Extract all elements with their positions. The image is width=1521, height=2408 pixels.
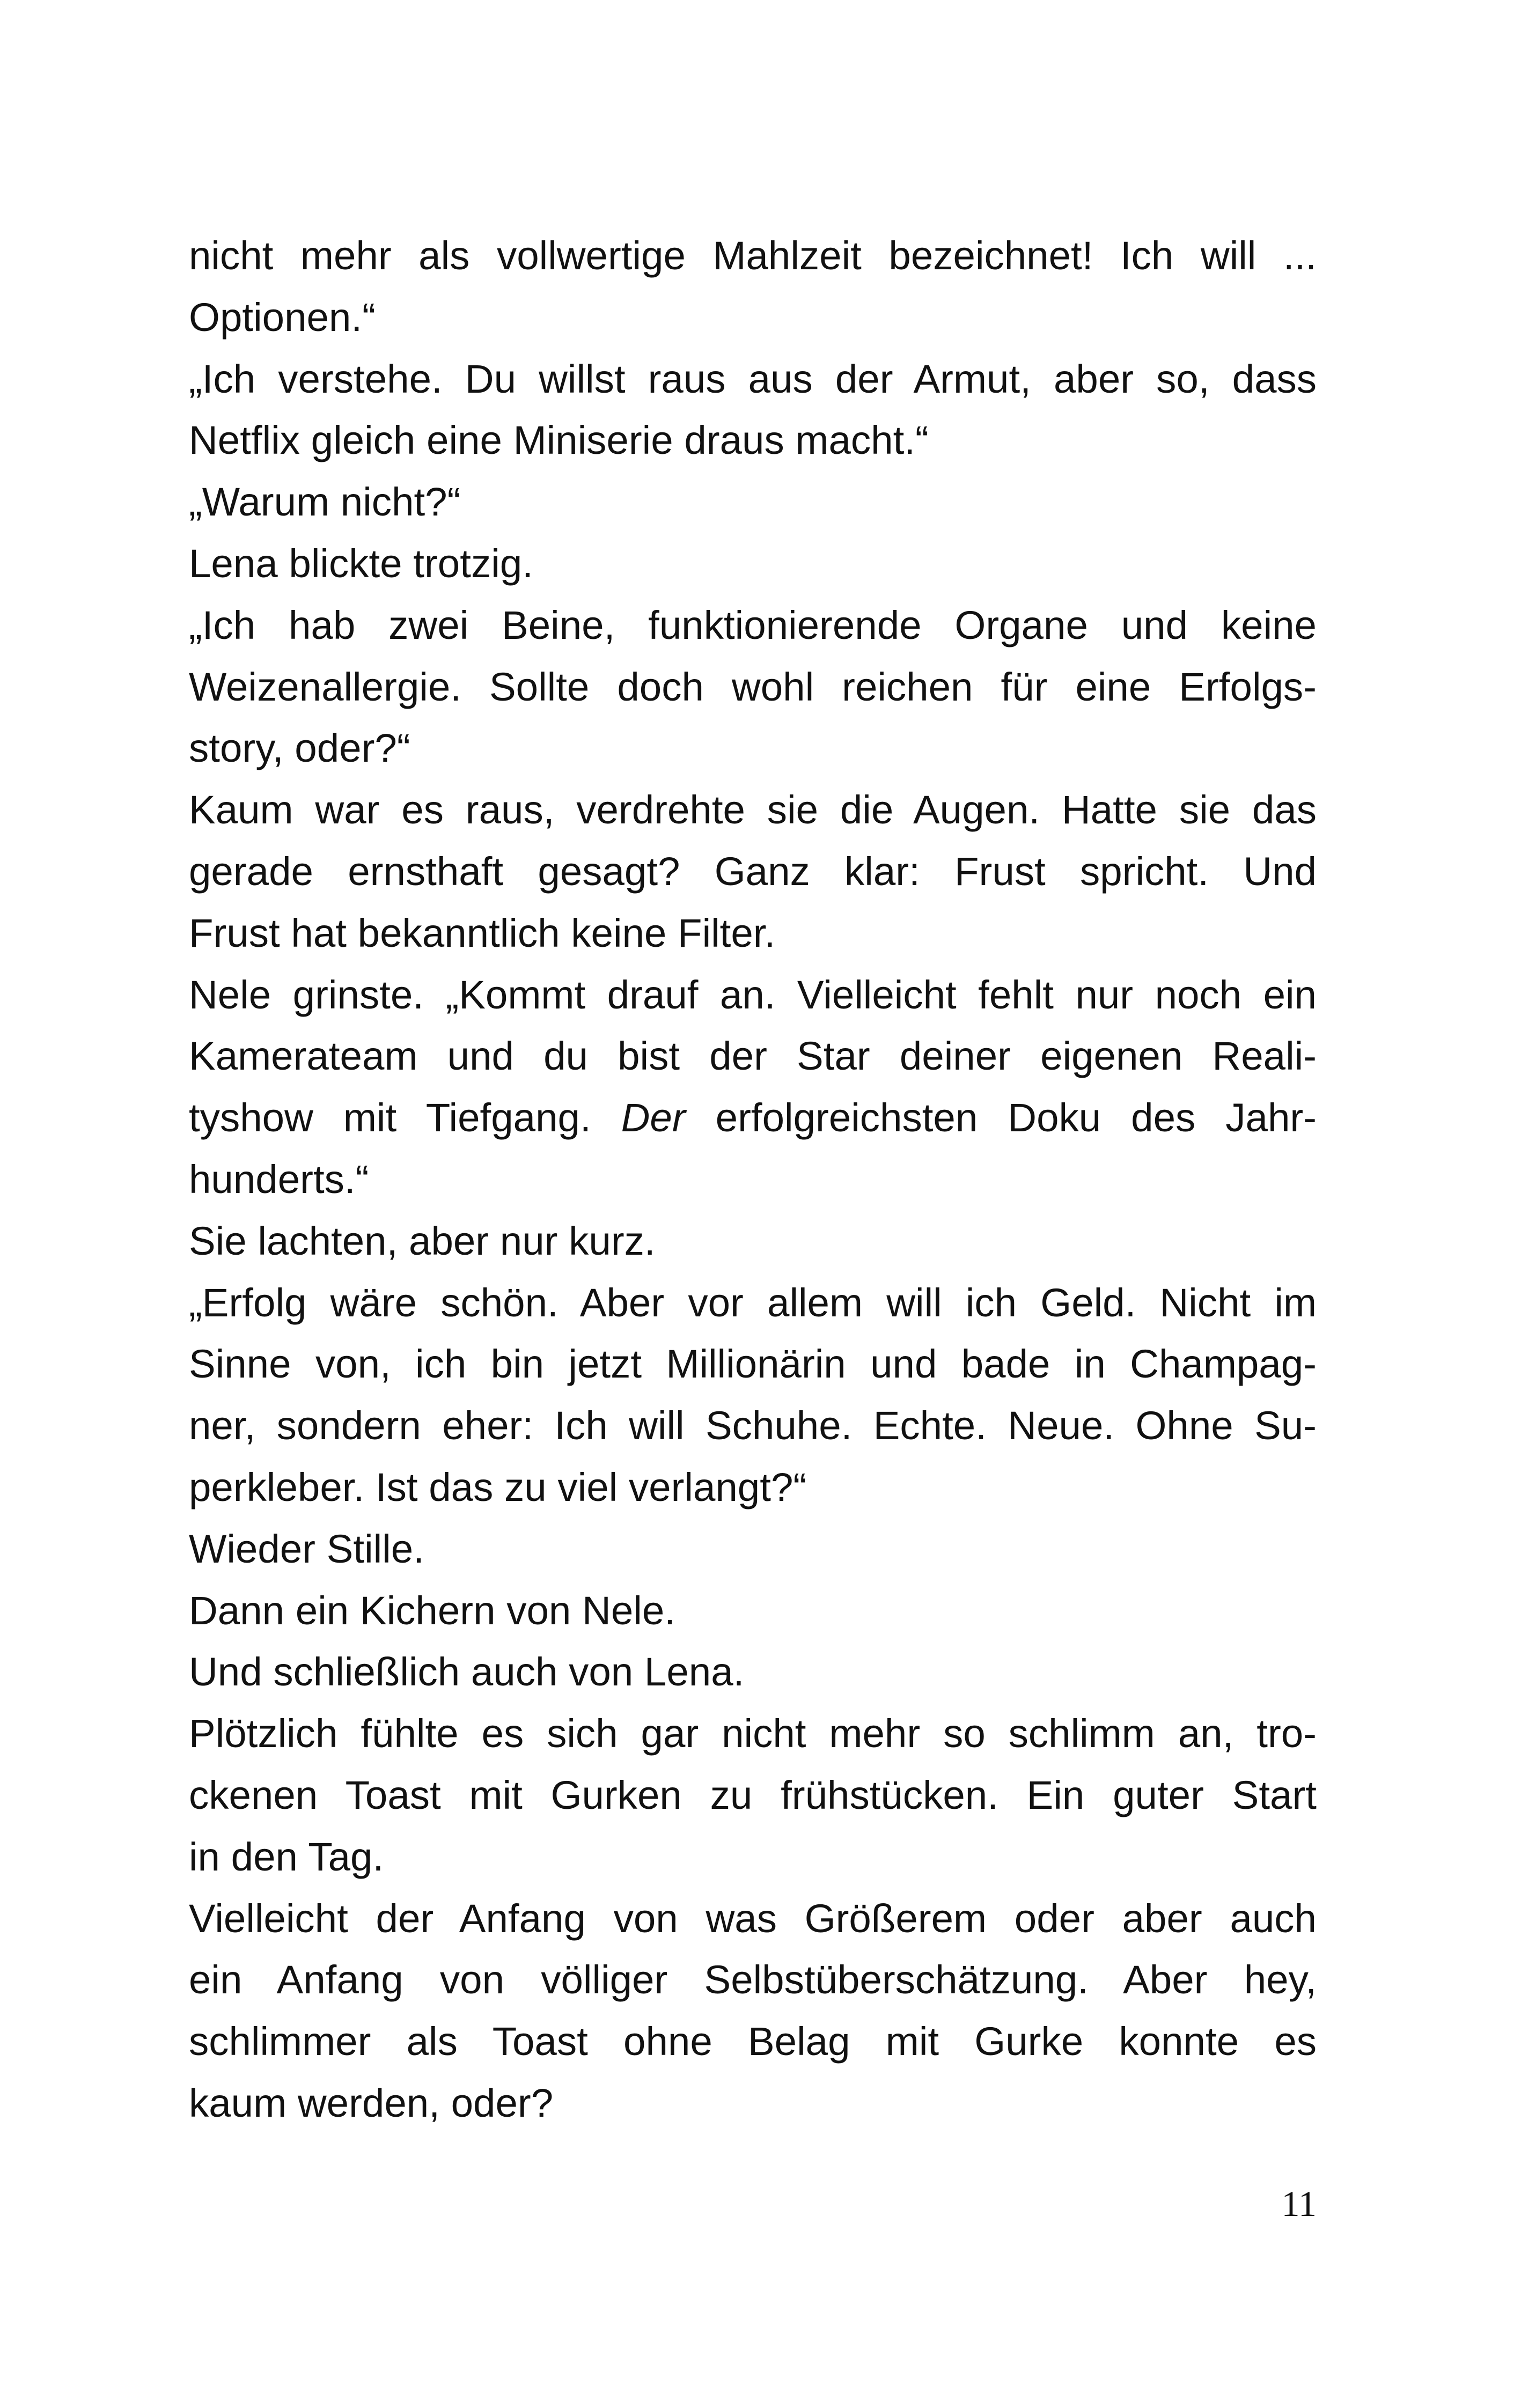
text-line: „Ich hab zwei Beine, funktionierende Organe und keine bbox=[189, 602, 1317, 647]
emphasized-word: Der bbox=[621, 1095, 686, 1140]
text-line: schlimmer als Toast ohne Belag mit Gurke konnte es bbox=[189, 2019, 1317, 2064]
text-line: kaum werden, oder? bbox=[189, 2080, 554, 2125]
text-line: Nele grinste. „Kommt drauf an. Vielleicht fehlt nur noch ein bbox=[189, 972, 1317, 1017]
text-line: Sinne von, ich bin jetzt Millionärin und bade in Champag- bbox=[189, 1342, 1317, 1387]
text-line: Frust hat bekanntlich keine Filter. bbox=[189, 910, 776, 955]
text-line: ein Anfang von völliger Selbstüberschätzung. Aber hey, bbox=[189, 1957, 1317, 2002]
text-line: „Warum nicht?“ bbox=[189, 480, 461, 525]
text-line: Wieder Stille. bbox=[189, 1526, 424, 1571]
body-text bbox=[189, 225, 1317, 2134]
text-line: Plötzlich fühlte es sich gar nicht mehr so schlimm an, tro- bbox=[189, 1711, 1317, 1756]
text-line: gerade ernsthaft gesagt? Ganz klar: Frust spricht. Und bbox=[189, 849, 1317, 894]
text-line: „Erfolg wäre schön. Aber vor allem will ich Geld. Nicht im bbox=[189, 1280, 1317, 1325]
text-line bbox=[189, 1087, 1317, 1149]
text-line: Und schließlich auch von Lena. bbox=[189, 1649, 745, 1695]
page-number: 11 bbox=[1281, 2183, 1317, 2224]
text-line: in den Tag. bbox=[189, 1834, 384, 1879]
text-line: Lena blickte trotzig. bbox=[189, 541, 533, 586]
text-line: story, oder?“ bbox=[189, 726, 410, 771]
text-line: perkleber. Ist das zu viel verlangt?“ bbox=[189, 1464, 807, 1509]
text-line: Sie lachten, aber nur kurz. bbox=[189, 1218, 656, 1263]
text-line: Netflix gleich eine Miniserie draus macht.“ bbox=[189, 418, 929, 463]
text-line: Kamerateam und du bist der Star deiner eigenen Reali- bbox=[189, 1034, 1317, 1079]
text-line: Dann ein Kichern von Nele. bbox=[189, 1588, 675, 1633]
text-line: ner, sondern eher: Ich will Schuhe. Echte. Neue. Ohne Su- bbox=[189, 1403, 1317, 1448]
text-line: nicht mehr als vollwertige Mahlzeit bezeichnet! Ich will ... bbox=[189, 233, 1317, 278]
text-line-segment: erfolgreichsten Doku des Jahr- bbox=[685, 1095, 1317, 1140]
text-line: Vielleicht der Anfang von was Größerem oder aber auch bbox=[189, 1896, 1317, 1941]
text-line: „Ich verstehe. Du willst raus aus der Armut, aber so, dass bbox=[189, 356, 1317, 401]
text-line: Weizenallergie. Sollte doch wohl reichen für eine Erfolgs- bbox=[189, 664, 1317, 709]
text-line: Optionen.“ bbox=[189, 294, 376, 340]
text-line: ckenen Toast mit Gurken zu frühstücken. Ein guter Start bbox=[189, 1772, 1317, 1817]
text-line: hunderts.“ bbox=[189, 1157, 369, 1202]
text-line-segment: tyshow mit Tiefgang. bbox=[189, 1095, 621, 1140]
text-line: Kaum war es raus, verdrehte sie die Augen. Hatte sie das bbox=[189, 787, 1317, 833]
